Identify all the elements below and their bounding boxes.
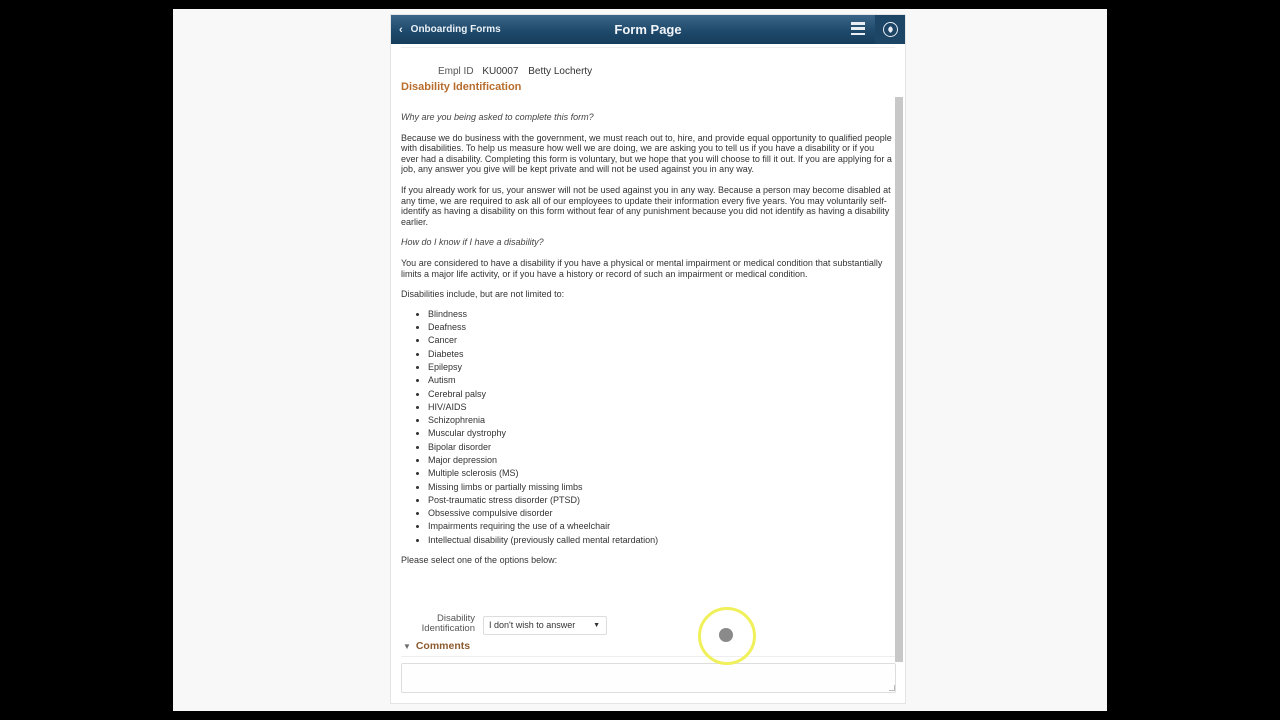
comments-textarea[interactable] — [401, 663, 896, 693]
paragraph-current-employees: If you already work for us, your answer will not be used against you in any way. Because a person may become disabled at any time, we are required to ask all of our employees to update their information every five years. You may voluntarily self-identify as having a disability on this form without fear of any punishment because you did not identify as having a disability earlier. — [401, 184, 891, 227]
list-item: • Multiple sclerosis (MS) — [428, 467, 894, 480]
label-line-2: Identification — [421, 623, 475, 634]
comments-section-toggle[interactable] — [403, 640, 470, 652]
list-item: • Deafness — [428, 321, 894, 334]
comments-label: Comments — [415, 640, 471, 652]
hamburger-menu-icon[interactable] — [851, 22, 865, 35]
compass-icon — [883, 22, 898, 37]
navbar-button[interactable] — [875, 15, 905, 44]
empl-id-label: Empl ID — [438, 66, 474, 77]
list-item: • Blindness — [428, 308, 894, 321]
caret-down-icon: ▼ — [403, 642, 411, 651]
paragraph-list-intro: Disabilities include, but are not limited to: — [401, 289, 565, 300]
chevron-left-icon: ‹ — [399, 23, 403, 36]
list-item: • Autism — [428, 374, 894, 387]
list-item: • Cancer — [428, 334, 894, 347]
disability-info-text — [401, 97, 894, 566]
list-item: • Missing limbs or partially missing limbs — [428, 481, 894, 494]
disabilities-list — [401, 308, 894, 547]
label-line-1: Disability — [436, 613, 475, 624]
empl-id-value: KU0007 — [482, 66, 519, 77]
list-item: • Diabetes — [428, 348, 894, 361]
employee-name: Betty Locherty — [528, 66, 593, 77]
list-item: • Major depression — [428, 454, 894, 467]
list-item: • Cerebral palsy — [428, 388, 894, 401]
disability-identification-heading: Disability Identification — [401, 81, 522, 93]
list-item: • Obsessive compulsive disorder — [428, 507, 894, 520]
back-to-onboarding-forms-button[interactable] — [399, 15, 501, 44]
list-item: • Muscular dystrophy — [428, 427, 894, 440]
disability-info-scroll-area[interactable] — [401, 97, 905, 662]
back-button-label: Onboarding Forms — [410, 24, 501, 35]
divider — [401, 656, 895, 657]
question-why: Why are you being asked to complete this form? — [401, 112, 594, 122]
divider — [401, 47, 895, 48]
list-item: • Bipolar disorder — [428, 441, 894, 454]
list-item: • Post-traumatic stress disorder (PTSD) — [428, 494, 894, 507]
list-item: • Intellectual disability (previously called mental retardation) — [428, 534, 894, 547]
dropdown-arrow-icon: ▼ — [593, 622, 600, 629]
select-instruction: Please select one of the options below: — [401, 555, 558, 566]
question-how-know: How do I know if I have a disability? — [401, 237, 544, 248]
list-item: • Schizophrenia — [428, 414, 894, 427]
disability-identification-label — [403, 614, 475, 634]
resize-grip-icon[interactable] — [889, 685, 895, 691]
disability-identification-field — [403, 614, 703, 636]
list-item: • Impairments requiring the use of a wheelchair — [428, 520, 894, 533]
employee-info — [438, 66, 592, 77]
paragraph-definition: You are considered to have a disability if you have a physical or mental impairment or medical condition that substantially limits a major life activity, or if you have a history or record of such an impairment or medical condition. — [401, 257, 883, 279]
top-banner — [391, 15, 905, 44]
form-page-window — [390, 14, 906, 704]
vertical-scrollbar[interactable] — [895, 97, 903, 662]
paragraph-purpose: Because we do business with the government, we must reach out to, hire, and provide equal opportunity to qualified people with disabilities. To help us measure how well we are doing, we are asking you to tell us if you have a disability or if you ever had a disability. Completing this form is voluntary, but we hope that you will choose to fill it out. If you are applying for a job, any answer you give will be kept private and will not be used against you in any way. — [401, 132, 892, 175]
selected-value: I don't wish to answer — [489, 620, 576, 630]
list-item: • Epilepsy — [428, 361, 894, 374]
page-title: Form Page — [614, 22, 682, 37]
disability-identification-select[interactable] — [483, 616, 607, 635]
list-item: • HIV/AIDS — [428, 401, 894, 414]
